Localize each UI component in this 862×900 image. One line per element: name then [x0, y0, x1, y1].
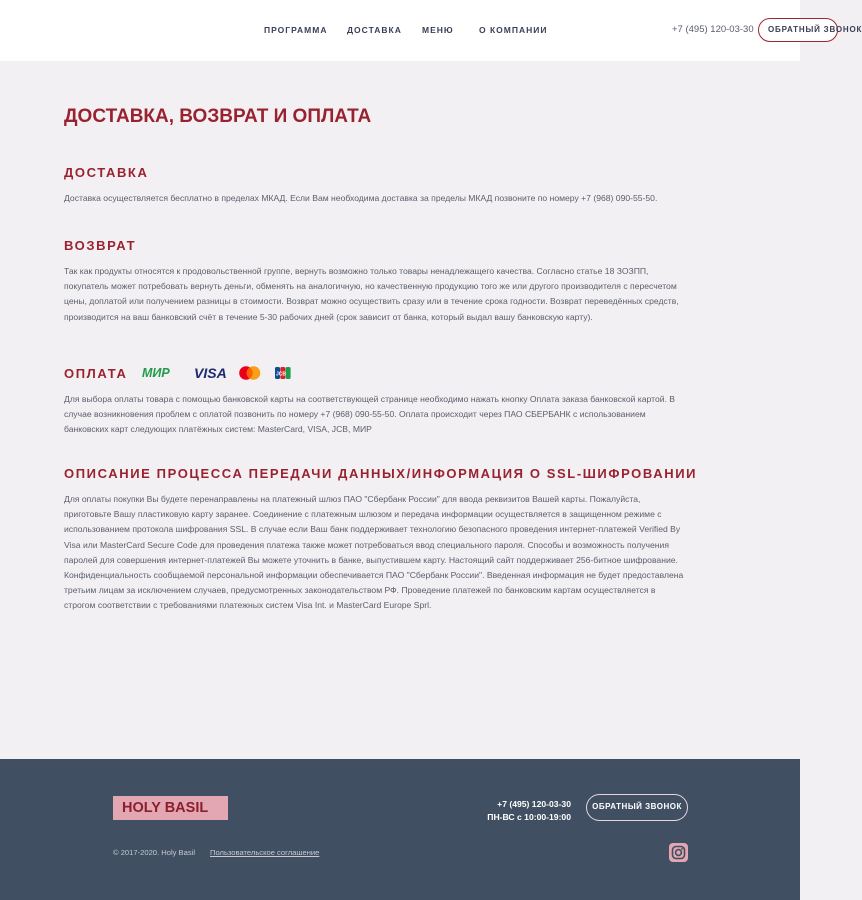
nav-menu[interactable]: МЕНЮ: [422, 25, 454, 35]
user-agreement-link[interactable]: Пользовательское соглашение: [210, 848, 320, 857]
footer-hours: ПН-ВС с 10:00-19:00: [487, 812, 571, 822]
delivery-text: Доставка осуществляется бесплатно в пределах МКАД. Если Вам необходима доставка за пределы МКАД позвоните по номеру +7 (968) 090-55-50.: [64, 193, 658, 203]
returns-text: Так как продукты относятся к продовольственной группе, вернуть возможно только товары ненадлежащего качества. Согласно статье 18 ЗОЗПП, покупатель может потребовать вернуть деньги, обменять на аналогичную, но качественную продукцию того же или другого производителя с пересчетом цены, доплатой или получением разницы в стоимости. Возврат можно осуществить сразу или в течение срока годности. Возврат переведённых средств, производится на ваш банковский счёт в течение 5-30 рабочих дней (срок зависит от банка, который выдал вашу банковскую карту).: [64, 266, 679, 322]
mastercard-icon: [238, 364, 262, 382]
nav-program[interactable]: ПРОГРАММА: [264, 25, 328, 35]
svg-text:МИР: МИР: [142, 366, 170, 380]
copyright: © 2017-2020. Holy Basil: [113, 848, 195, 857]
returns-heading: ВОЗВРАТ: [64, 238, 137, 253]
mir-icon: [142, 364, 180, 382]
footer-callback-button[interactable]: ОБРАТНЫЙ ЗВОНОК: [586, 794, 688, 821]
site-header: [0, 0, 862, 61]
visa-icon: [194, 364, 230, 382]
nav-about[interactable]: О КОМПАНИИ: [479, 25, 548, 35]
svg-text:JCB: JCB: [276, 371, 287, 378]
instagram-icon[interactable]: [669, 843, 688, 862]
jcb-icon: [274, 364, 292, 382]
header-callback-button[interactable]: ОБРАТНЫЙ ЗВОНОК: [758, 18, 838, 42]
holy-basil-logo[interactable]: HOLY BASIL: [113, 796, 228, 820]
svg-text:VISA: VISA: [194, 365, 227, 381]
ssl-text: Для оплаты покупки Вы будете перенаправлены на платежный шлюз ПАО "Сбербанк России" для ввода реквизитов Вашей карты. Пожалуйста, приготовьте Вашу пластиковую карту заранее. Соединение с платежным шлюзом и передача информации осуществляется в защищенном режиме с использованием протокола шифрования SSL. В случае если Ваш банк поддерживает технологию безопасного проведения интернет-платежей Verified By Visa или MasterCard Secure Code для проведения платежа также может потребоваться ввод специального пароля. Способы и возможность получения паролей для совершения интернет-платежей Вы можете уточнить в банке, выпустившем карту. Настоящий сайт поддерживает 256-битное шифрование. Конфиденциальность сообщаемой персональной информации обеспечивается ПАО "Сбербанк России". Введенная информация не будет предоставлена третьим лицам за исключением случаев, предусмотренных законодательством РФ. Проведение платежей по банковским картам осуществляется в строгом соответствии с требованиями платежных систем Visa Int. и MasterCard Europe Sprl.: [64, 494, 684, 611]
delivery-heading: ДОСТАВКА: [64, 165, 149, 180]
header-phone[interactable]: +7 (495) 120-03-30: [672, 24, 754, 35]
payment-heading: ОПЛАТА: [64, 366, 128, 381]
payment-text: Для выбора оплаты товара с помощью банковской карты на соответствующей странице необходимо нажать кнопку Оплата заказа банковской картой. В случае возникновения проблем с оплатой позвонить по номеру +7 (968) 090-55-50. Оплата происходит через ПАО СБЕРБАНК с использованием банковских карт следующих платёжных систем: MasterCard, VISA, JCB, МИР: [64, 394, 676, 435]
nav-delivery[interactable]: ДОСТАВКА: [347, 25, 402, 35]
footer-phone[interactable]: +7 (495) 120-03-30: [497, 799, 571, 809]
page-title: ДОСТАВКА, ВОЗВРАТ И ОПЛАТА: [64, 106, 372, 127]
ssl-heading: ОПИСАНИЕ ПРОЦЕССА ПЕРЕДАЧИ ДАННЫХ/ИНФОРМАЦИЯ О SSL-ШИФРОВАНИИ: [64, 466, 698, 481]
site-footer: [0, 759, 800, 900]
